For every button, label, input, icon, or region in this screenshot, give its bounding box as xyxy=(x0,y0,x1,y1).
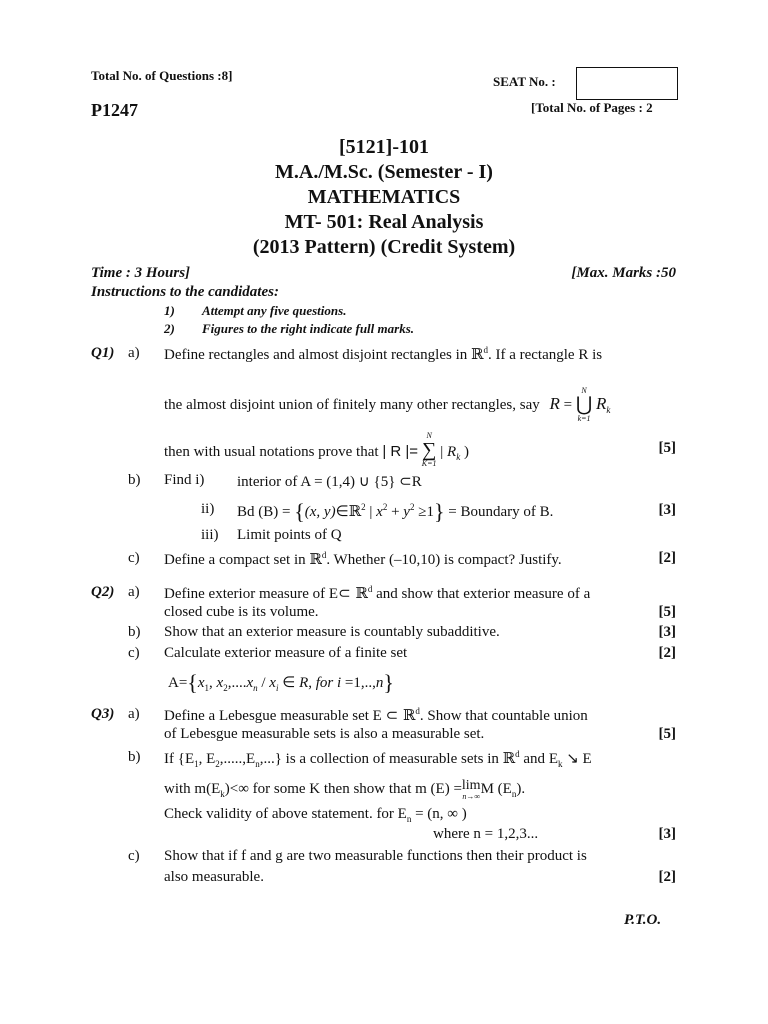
total-pages: [Total No. of Pages : 2 xyxy=(531,100,653,115)
instruction-1-text: Attempt any five questions. xyxy=(202,303,347,318)
q3b-line1: If {$E_1$, $E_2,.....,E_n$,...} is a collection of measurable sets in ℝ$^d$ and $E_k$ ↘ E xyxy=(164,749,592,769)
exam-code: [5121]-101 xyxy=(339,136,429,158)
q1a-line3: then with usual notations prove that | R |= N ∑ K=1 | $R_k$ ) xyxy=(164,431,469,468)
big-sum-symbol: N ∑ K=1 xyxy=(421,431,437,468)
q1b-letter: b) xyxy=(128,472,141,488)
q2a-line2: closed cube is its volume. xyxy=(164,604,319,620)
program-title: M.A./M.Sc. (Semester - I) xyxy=(275,161,493,183)
q3b-line3: Check validity of above statement. for $E_n = (n$, ∞ ) xyxy=(164,806,467,824)
instruction-1-num: 1) xyxy=(164,303,175,318)
q1b-iii-text: Limit points of Q xyxy=(237,527,342,543)
q3a-line2: of Lebesgue measurable sets is also a measurable set. xyxy=(164,726,485,742)
q2a-line1: Define exterior measure of E⊂ ℝ$^d$ and show that exterior measure of a xyxy=(164,584,591,602)
q2a-letter: a) xyxy=(128,584,140,600)
pattern-title: (2013 Pattern) (Credit System) xyxy=(252,236,516,258)
q3a-line1: Define a Lebesgue measurable set E ⊂ ℝ$^d$. Show that countable union xyxy=(164,706,588,724)
q2b-text: Show that an exterior measure is countably subadditive. xyxy=(164,624,500,640)
time-label: Time : 3 Hours] xyxy=(91,265,191,281)
big-union-symbol: N ⋃ k=1 xyxy=(575,386,593,423)
paper-code: P1247 xyxy=(91,100,138,120)
q3c-line2: also measurable. xyxy=(164,869,264,885)
q2a-marks: [5] xyxy=(658,604,676,620)
q2-label: Q2) xyxy=(91,584,115,600)
q1c-text: Define a compact set in ℝ$^d$. Whether (–10,10) is compact? Justify. xyxy=(164,550,562,568)
q1b-marks: [3] xyxy=(658,502,676,518)
max-marks: [Max. Marks :50 xyxy=(571,265,676,281)
q2c-set: $A=\{x_1$, $x_2,....x_n / x_i$ ∈ R, for i =1,..,n} xyxy=(168,670,394,695)
q1-label: Q1) xyxy=(91,345,115,361)
q2c-text: Calculate exterior measure of a finite set xyxy=(164,645,408,661)
instruction-2-num: 2) xyxy=(164,321,175,336)
q1a-marks: [5] xyxy=(658,440,676,456)
instructions-heading: Instructions to the candidates: xyxy=(91,284,279,300)
q1a-line1: Define rectangles and almost disjoint rectangles in ℝ$^d$. If a rectangle R is xyxy=(164,345,603,363)
q3b-letter: b) xyxy=(128,749,141,765)
q3c-letter: c) xyxy=(128,848,140,864)
q3c-line1: Show that if f and g are two measurable functions then their product is xyxy=(164,848,587,864)
subject-title: MATHEMATICS xyxy=(307,186,461,208)
course-title: MT- 501: Real Analysis xyxy=(284,211,484,233)
q3a-letter: a) xyxy=(128,706,140,722)
pto-label: P.T.O. xyxy=(624,912,662,928)
instruction-2-text: Figures to the right indicate full marks. xyxy=(202,321,415,336)
q1b-i-text: interior of A = (1,4) ∪ {5} ⊂R xyxy=(237,474,422,490)
limit-operator: lim n→∞ xyxy=(461,778,481,801)
q2b-marks: [3] xyxy=(658,624,676,640)
q2b-letter: b) xyxy=(128,624,141,640)
q1a-line2: the almost disjoint union of finitely many other rectangles, say R = N ⋃ k=1 $R_k$ xyxy=(164,386,611,423)
q3b-marks: [3] xyxy=(658,826,676,842)
seat-label: SEAT No. : xyxy=(493,74,556,89)
q3c-marks: [2] xyxy=(658,869,676,885)
q2c-letter: c) xyxy=(128,645,140,661)
q1b-ii-text: Bd (B) = {(x, y)∈ℝ$^2$ | $x^2 + y^2 \ge 1$} = Boundary of B. xyxy=(237,499,554,524)
seat-number-box[interactable] xyxy=(576,67,678,100)
q1b-i-label: Find i) xyxy=(164,472,205,488)
total-questions: Total No. of Questions :8] xyxy=(91,68,233,83)
q3-label: Q3) xyxy=(91,706,115,722)
q1b-iii-label: iii) xyxy=(201,527,219,543)
q1c-marks: [2] xyxy=(658,550,676,566)
q1a-letter: a) xyxy=(128,345,140,361)
q2c-marks: [2] xyxy=(658,645,676,661)
real-numbers-symbol: ℝ xyxy=(471,345,484,363)
q3b-line4: where n = 1,2,3... xyxy=(433,826,539,842)
q1c-letter: c) xyxy=(128,550,140,566)
q3b-line2: with $m(E_k)<\infty$ for some K then show that m (E) =lim n→∞ M $(E_n)$. xyxy=(164,778,526,801)
q3a-marks: [5] xyxy=(658,726,676,742)
q1b-ii-label: ii) xyxy=(201,501,215,517)
